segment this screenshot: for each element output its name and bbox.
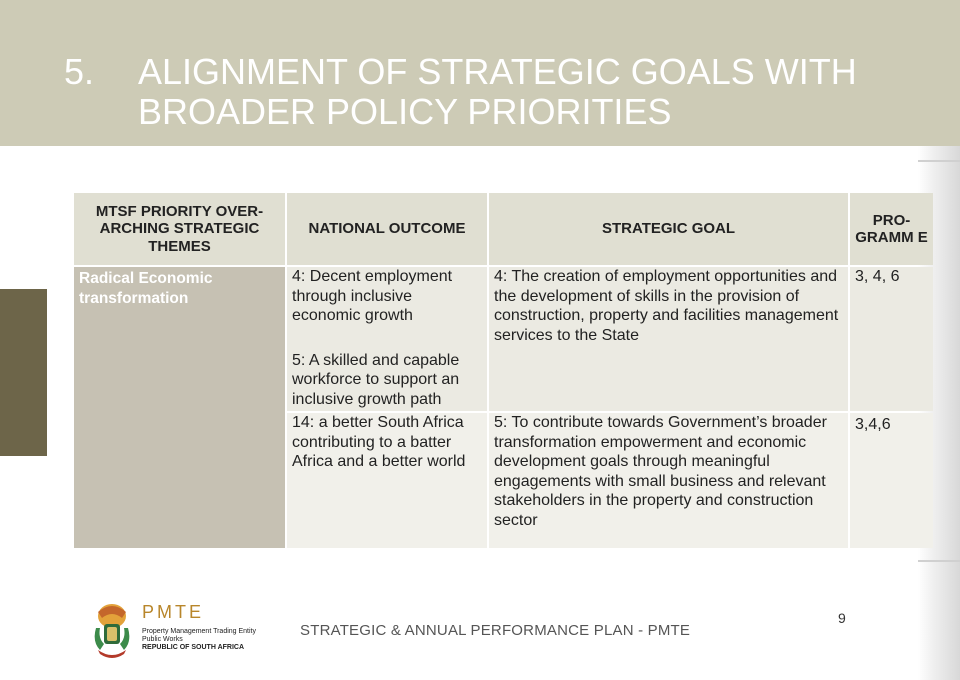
footer-caption: STRATEGIC & ANNUAL PERFORMANCE PLAN - PMTE [300, 622, 691, 639]
goal-cell [489, 413, 848, 548]
slide-title-line1: ALIGNMENT OF STRATEGIC GOALS WITH [138, 51, 857, 92]
theme-cell: Radical Economic transformation [74, 267, 285, 548]
programme-cell [850, 413, 933, 548]
programme-value: 3, 4, 6 [855, 268, 900, 285]
page-number: 9 [838, 610, 846, 626]
decorative-line [918, 560, 960, 562]
logo-line: REPUBLIC OF SOUTH AFRICA [142, 644, 245, 651]
header-strategic-goal: STRATEGIC GOAL [489, 193, 848, 265]
goal-cell [489, 267, 848, 411]
logo-line: Property Management Trading Entity [142, 628, 257, 635]
outcome-item: 14: a better South Africa contributing to a batter Africa and a better world [292, 414, 466, 470]
slide-title [138, 52, 953, 132]
outcome-item: 5: A skilled and capable workforce to support an inclusive growth path [292, 351, 460, 408]
logo-line: Public Works [142, 636, 183, 643]
goal-item: 4: The creation of employment opportunities and the development of skills in the provision of construction, property and facilities management services to the State [494, 268, 839, 344]
decorative-line [918, 160, 960, 162]
outcome-cell [287, 413, 487, 548]
header-mtsf-priority: MTSF PRIORITY OVER-ARCHING STRATEGIC THEMES [74, 193, 285, 265]
programme-cell [850, 267, 933, 411]
slide-number: 5. [64, 51, 95, 92]
outcome-item: 4: Decent employment through inclusive economic growth [292, 268, 453, 324]
programme-value: 3,4,6 [855, 416, 891, 433]
slide-title-line2: BROADER POLICY PRIORITIES [138, 91, 672, 132]
goal-item: 5: To contribute towards Government’s broader transformation empowerment and economic development goals through meaningful engagements with small business and relevant stakeholders in the property and construction sector [494, 414, 827, 529]
header-programme: PRO-GRAMM E [850, 193, 933, 265]
pmte-logo [88, 598, 260, 662]
logo-wordmark: PMTE [142, 602, 205, 622]
outcome-cell [287, 267, 487, 411]
left-accent-bar [0, 289, 47, 456]
header-national-outcome: NATIONAL OUTCOME [287, 193, 487, 265]
coat-of-arms-icon [88, 598, 136, 660]
